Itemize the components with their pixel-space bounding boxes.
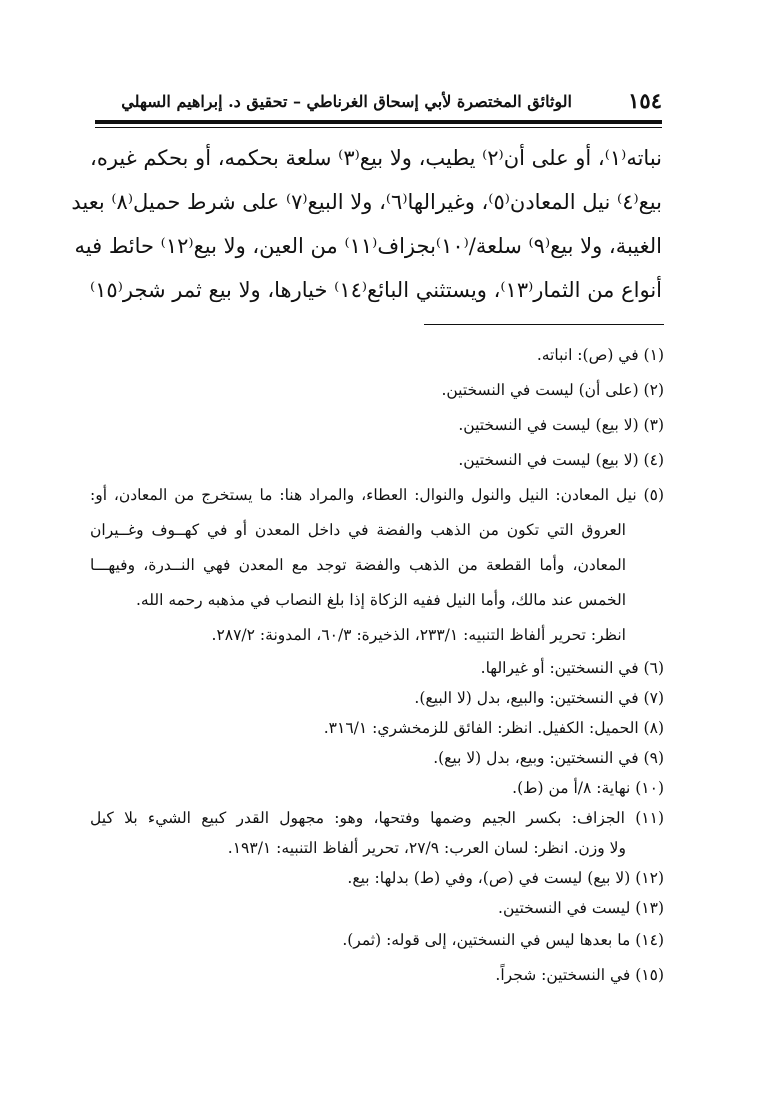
footnote-4: (٤) (لا بيع) ليست في النسختين.: [458, 451, 664, 469]
footnote-separator: [424, 324, 664, 325]
footnote-12: (١٢) (لا بيع) ليست في (ص)، وفي (ط) بدلها: بيع.: [347, 869, 664, 887]
body-line-4: أنواع من الثمار⁽١٣⁾، ويستثني البائع⁽١٤⁾ خيارها، ولا بيع ثمر شجر⁽١٥⁾: [89, 278, 662, 302]
footnote-10: (١٠) نهاية: ٨/أ من (ط).: [512, 779, 664, 797]
footnote-5-cont: الخمس عند مالك، وأما النيل ففيه الزكاة إذا بلغ النصاب في مذهبه رحمه الله.: [136, 591, 626, 609]
footnote-7: (٧) في النسختين: والبيع، بدل (لا البيع).: [414, 689, 664, 707]
footnote-11-cont: ولا وزن. انظر: لسان العرب: ٢٧/٩، تحرير ألفاظ التنبيه: ١٩٣/١.: [227, 839, 626, 857]
footnote-1: (١) في (ص): انباته.: [536, 346, 664, 364]
footnote-14: (١٤) ما بعدها ليس في النسختين، إلى قوله: (ثمر).: [342, 931, 664, 949]
body-line-1: نباته⁽١⁾، أو على أن⁽٢⁾ يطيب، ولا بيع⁽٣⁾ سلعة بحكمه، أو بحكم غيره،: [90, 146, 662, 170]
footnote-5-sources: انظر: تحرير ألفاظ التنبيه: ٢٣٣/١، الذخيرة: ٦٠/٣، المدونة: ٢٨٧/٢.: [211, 626, 626, 644]
header-rule-thin: [95, 127, 662, 128]
footnote-13: (١٣) ليست في النسختين.: [498, 899, 664, 917]
page-header: [95, 84, 662, 118]
body-line-2: بيع⁽٤⁾ نيل المعادن⁽٥⁾، وغيرالها⁽٦⁾، ولا البيع⁽٧⁾ على شرط حميل⁽٨⁾ بعيد: [71, 190, 662, 214]
footnote-15: (١٥) في النسختين: شجراً.: [495, 966, 664, 984]
footnote-9: (٩) في النسختين: وبيع، بدل (لا بيع).: [433, 749, 664, 767]
footnote-11: (١١) الجزاف: بكسر الجيم وضمها وفتحها، وهو: مجهول القدر كبيع الشيء بلا كيل: [90, 809, 664, 827]
footnotes: [90, 338, 664, 993]
footnote-5-cont: العروق التي تكون من الذهب والفضة في داخل المعدن أو في كهــوف وغــيران: [90, 521, 626, 539]
footnote-6: (٦) في النسختين: أو غيرالها.: [480, 659, 664, 677]
main-text: [71, 136, 662, 312]
footnote-2: (٢) (على أن) ليست في النسختين.: [441, 381, 664, 399]
body-line-3: الغيبة، ولا بيع⁽٩⁾ سلعة/⁽١٠⁾بجزاف⁽١١⁾ من العين، ولا بيع⁽١٢⁾ حائط فيه: [74, 234, 662, 258]
header-rule-thick: [95, 120, 662, 124]
page-number: ١٥٤: [628, 88, 662, 113]
footnote-5-cont: المعادن، وأما القطعة من الذهب والفضة توجد مع المعدن فهي النــدرة، وفيهـــا: [90, 556, 626, 574]
footnote-3: (٣) (لا بيع) ليست في النسختين.: [458, 416, 664, 434]
footnote-5: (٥) نيل المعادن: النيل والنول والنوال: العطاء، والمراد هنا: ما يستخرج من المعادن، أو:: [90, 486, 664, 504]
running-title: الوثائق المختصرة لأبي إسحاق الغرناطي – تحقيق د. إبراهيم السهلي: [121, 92, 572, 111]
footnote-8: (٨) الحميل: الكفيل. انظر: الفائق للزمخشري: ٣١٦/١.: [323, 719, 664, 737]
